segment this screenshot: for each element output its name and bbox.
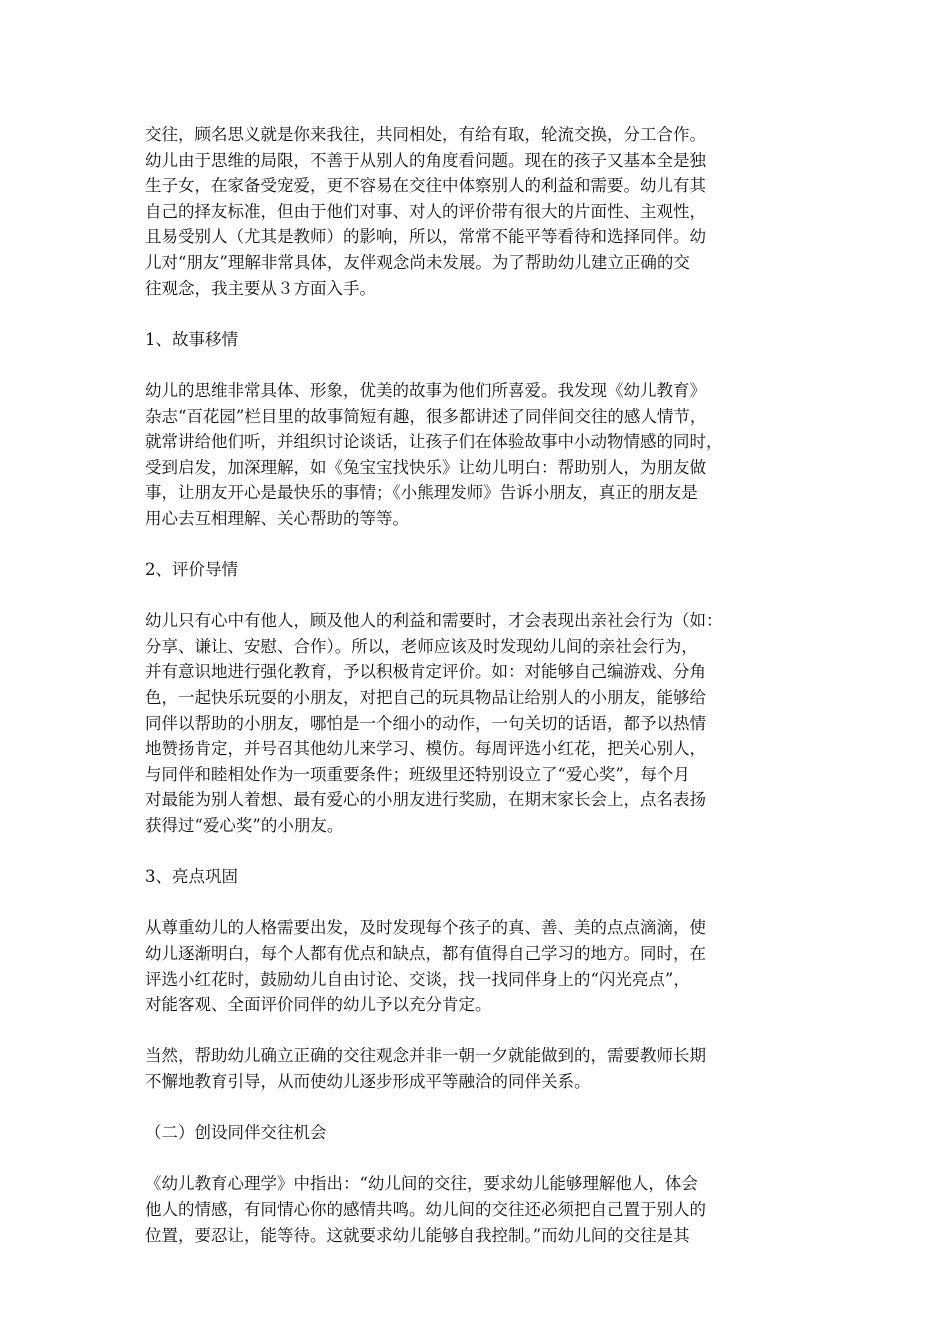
- heading-story-empathy: 1、故事移情: [145, 329, 238, 349]
- paragraph-conclusion: 当然，帮助幼儿确立正确的交往观念并非一朝一夕就能做到的，需要教师长期 不懈地教育引导，从而使幼儿逐步形成平等融洽的同伴关系。: [145, 1046, 706, 1091]
- paragraph-story-empathy: 幼儿的思维非常具体、形象，优美的故事为他们所喜爱。我发现《幼儿教育》 杂志“百花园”栏目里的故事简短有趣，很多都讲述了同伴间交往的感人情节， 就常讲给他们听，并组织讨论谈话，让孩子们在体验故事中小动物情感的同时， 受到启发，加深理解，如《兔宝宝找快乐》让幼儿明白：帮助别人，为朋友做 事，让朋友开心是最快乐的事情；《小熊理发师》告诉小朋友，真正的朋友是 用心去互相理解、关心帮助的等等。: [145, 380, 723, 528]
- heading-evaluation: 2、评价导情: [145, 560, 238, 580]
- heading-highlight: 3、亮点巩固: [145, 867, 238, 887]
- paragraph-evaluation: 幼儿只有心中有他人，顾及他人的利益和需要时，才会表现出亲社会行为（如： 分享、谦让、安慰、合作）。所以，老师应该及时发现幼儿间的亲社会行为， 并有意识地进行强化教育，予以积极肯定评价。如：对能够自己编游戏、分角 色，一起快乐玩耍的小朋友，对把自己的玩具物品让给别人的小朋友，能够给 同伴以帮助的小朋友，哪怕是一个细小的动作，一句关切的话语，都予以热情 地赞扬肯定，并号召其他幼儿来学习、模仿。每周评选小红花，把关心别人， 与同伴和睦相处作为一项重要条件；班级里还特别设立了“爱心奖”，每个月 对最能为别人着想、最有爱心的小朋友进行奖励，在期末家长会上，点名表扬 获得过“爱心奖”的小朋友。: [145, 611, 723, 836]
- heading-section-two: （二）创设同伴交往机会: [145, 1123, 327, 1143]
- document-page: [145, 122, 805, 1274]
- paragraph-highlight: 从尊重幼儿的人格需要出发，及时发现每个孩子的真、善、美的点点滴滴，使 幼儿逐渐明白，每个人都有优点和缺点，都有值得自己学习的地方。同时，在 评选小红花时，鼓励幼儿自由讨论、交谈，找一找同伴身上的“闪光亮点”， 对能客观、全面评价同伴的幼儿予以充分肯定。: [145, 918, 706, 1015]
- paragraph-psychology-quote: 《幼儿教育心理学》中指出：“幼儿间的交往，要求幼儿能够理解他人，体会 他人的情感，有同情心你的感情共鸣。幼儿间的交往还必须把自己置于别人的 位置，要忍让，能等待。这就要求幼儿能够自我控制。”而幼儿间的交往是其: [145, 1174, 706, 1245]
- paragraph-intro: 交往，顾名思义就是你来我往，共同相处，有给有取，轮流交换，分工合作。 幼儿由于思维的局限，不善于从别人的角度看问题。现在的孩子又基本全是独 生子女，在家备受宠爱，更不容易在交往中体察别人的利益和需要。幼儿有其 自己的择友标准，但由于他们对事、对人的评价带有很大的片面性、主观性， 且易受别人（尤其是教师）的影响，所以，常常不能平等看待和选择同伴。幼 儿对“朋友”理解非常具体，友伴观念尚未发展。为了帮助幼儿建立正确的交 往观念，我主要从３方面入手。: [145, 125, 706, 298]
